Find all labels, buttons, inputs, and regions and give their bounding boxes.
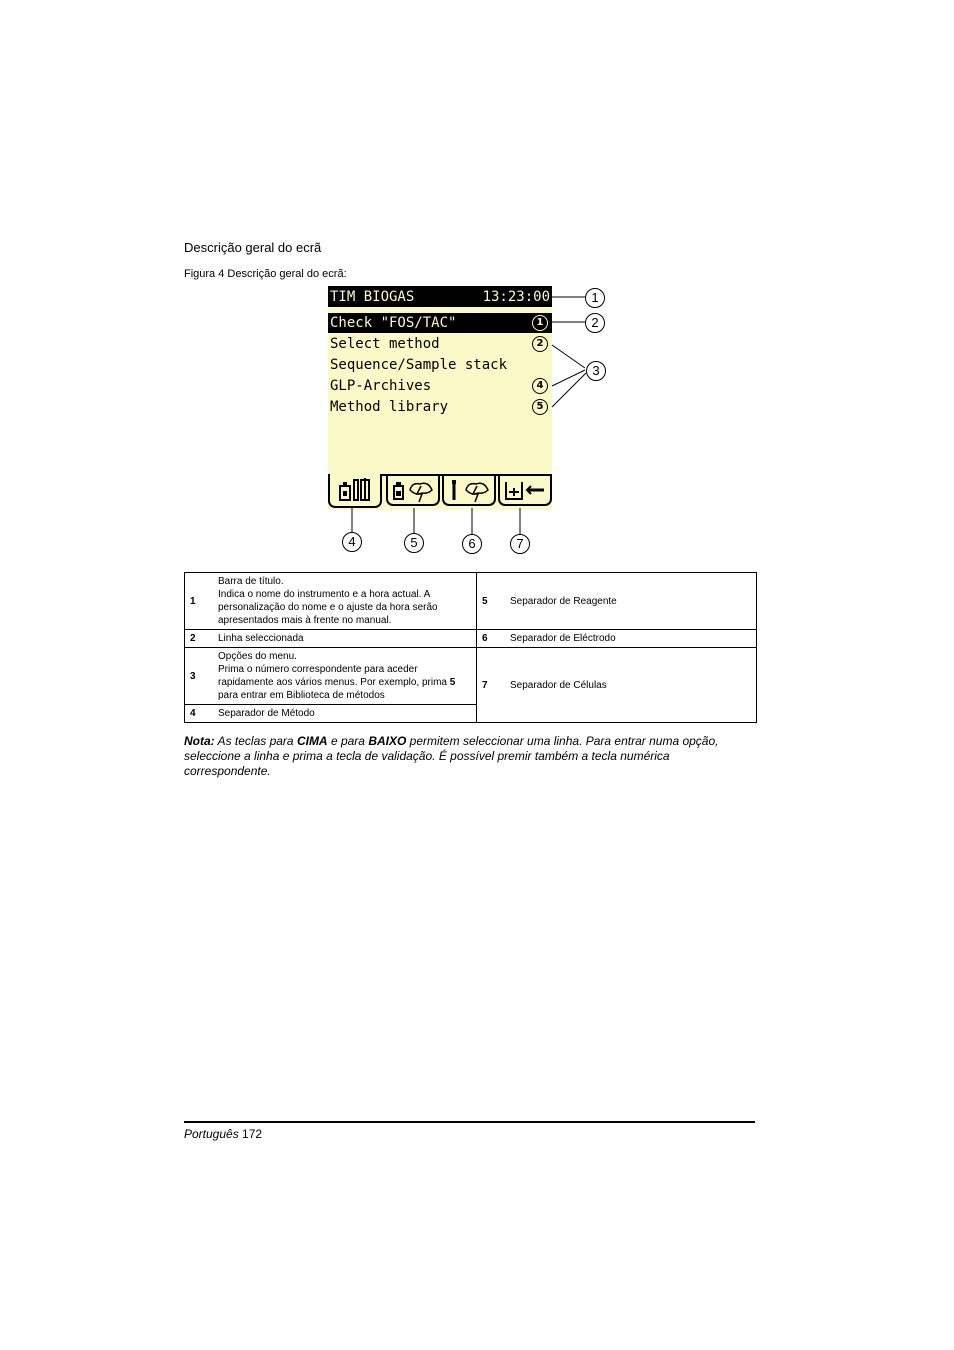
menu-shortcut-5: 5	[532, 399, 548, 415]
callout-4: 4	[342, 532, 362, 552]
callout-1: 1	[585, 288, 605, 308]
menu-item-select-method[interactable]: Select method 2	[328, 334, 552, 354]
section-title: Descrição geral do ecrã	[184, 240, 322, 255]
instrument-name: TIM BIOGAS	[330, 288, 415, 305]
menu-item-check-fos-tac[interactable]: Check "FOS/TAC" 1	[328, 313, 552, 333]
callout-2: 2	[585, 313, 605, 333]
note-paragraph: Nota: As teclas para CIMA e para BAIXO permitem seleccionar uma linha. Para entrar numa opção, seleccione a linha e prima a tecla de validação. É possível premir também a tecla numérica correspondente.	[184, 734, 719, 778]
table-row: 3 Opções do menu. Prima o número correspondente para aceder rapidamente aos vários menus. Por exemplo, prima 5 para entrar em Biblioteca de métodos 7 Separador de Células	[185, 648, 757, 705]
menu-item-method-library[interactable]: Method library 5	[328, 397, 552, 417]
menu-shortcut-1: 1	[532, 315, 548, 331]
menu-item-glp-archives[interactable]: GLP-Archives 4	[328, 376, 552, 396]
callout-lines	[0, 0, 954, 600]
table-row: 2 Linha seleccionada 6 Separador de Eléctrodo	[185, 630, 757, 648]
callout-6: 6	[462, 534, 482, 554]
menu-item-sequence-sample-stack[interactable]: Sequence/Sample stack	[330, 357, 508, 373]
footer-rule	[184, 1121, 755, 1123]
page-number: 172	[242, 1127, 263, 1141]
menu-shortcut-2: 2	[532, 336, 548, 352]
page-footer: Português 172	[184, 1127, 263, 1141]
table-row: 4 Separador de Método	[185, 705, 757, 723]
legend-table	[184, 572, 757, 723]
figure-caption: Figura 4 Descrição geral do ecrã:	[184, 268, 347, 280]
clock-time: 13:23:00	[482, 288, 550, 305]
menu-shortcut-4: 4	[532, 378, 548, 394]
callout-7: 7	[510, 534, 530, 554]
callout-5: 5	[404, 533, 424, 553]
table-row: 1 Barra de título. Indica o nome do instrumento e a hora actual. A personalização do nome e o ajuste da hora serão apresentados mais à frente no manual. 5 Separador de Reagente	[185, 573, 757, 630]
callout-3: 3	[586, 361, 606, 381]
